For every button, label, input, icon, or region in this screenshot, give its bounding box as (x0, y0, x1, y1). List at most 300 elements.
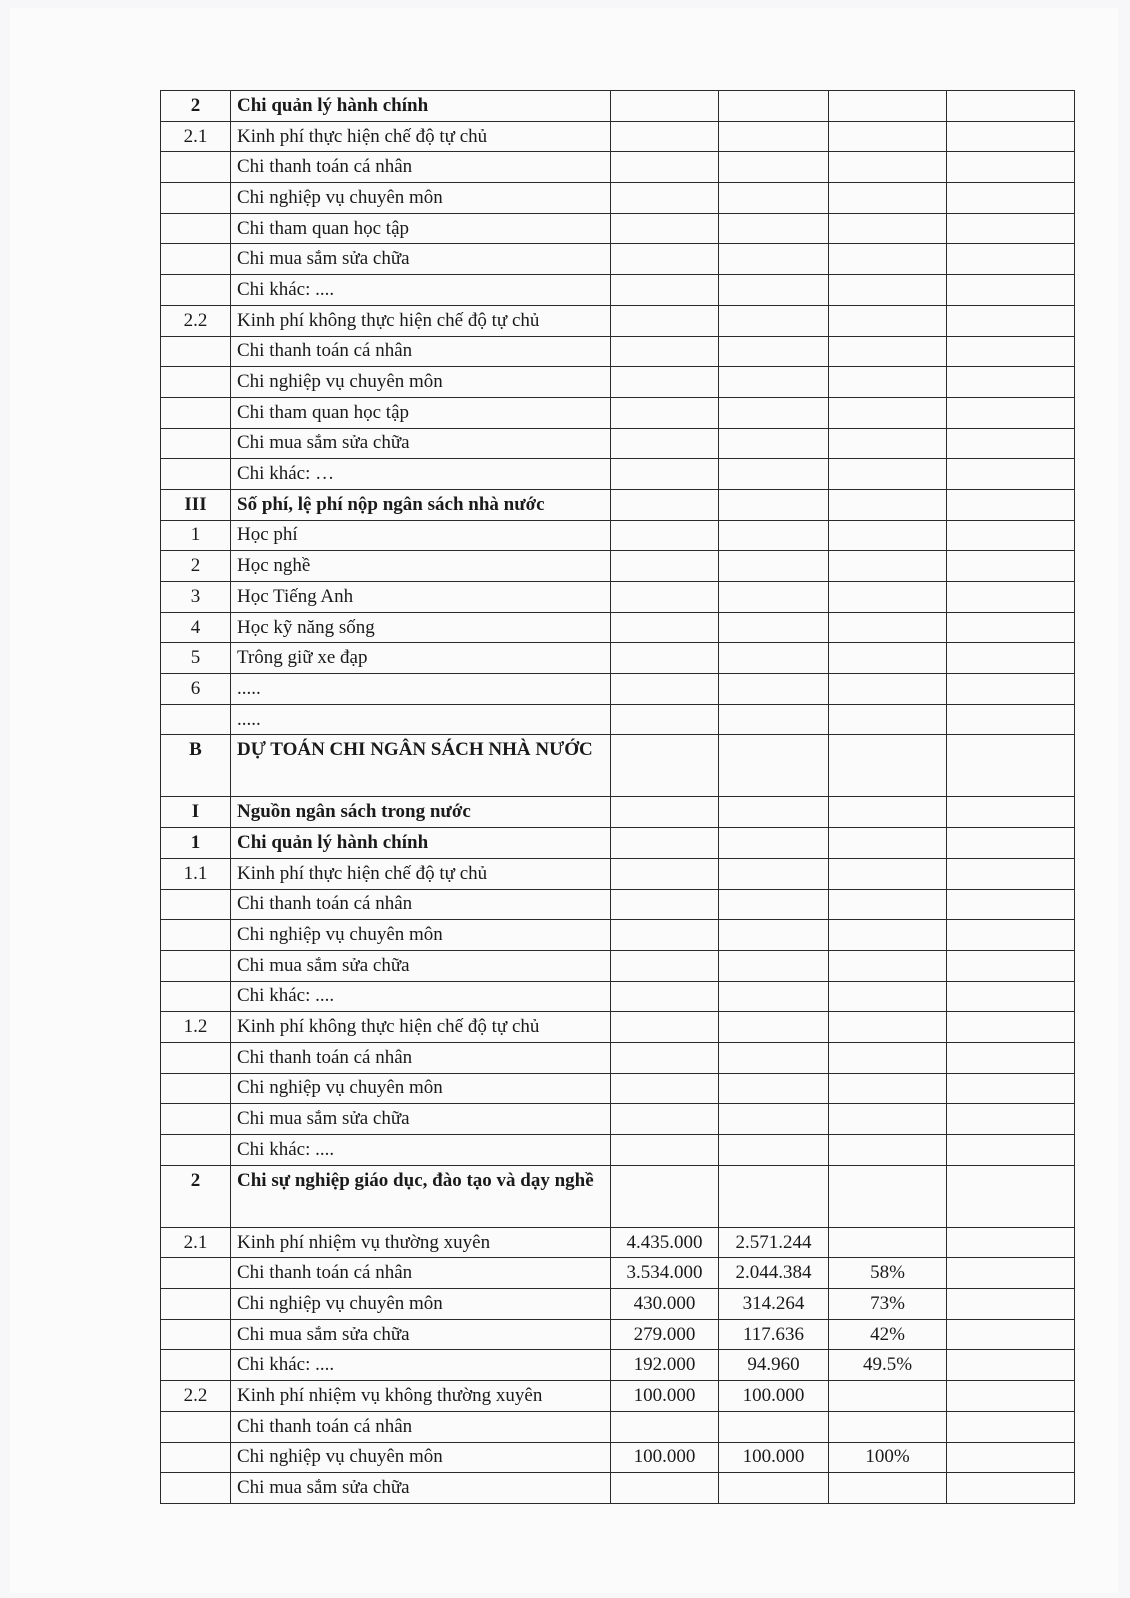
estimate-value (611, 612, 719, 643)
row-content: Chi nghiệp vụ chuyên môn (231, 920, 611, 951)
table-row (161, 889, 1075, 920)
row-content: Chi khác: .... (231, 275, 611, 306)
percent-value (829, 1073, 947, 1104)
note-cell (947, 1473, 1075, 1504)
note-cell (947, 1227, 1075, 1258)
row-content: Kinh phí thực hiện chế độ tự chủ (231, 858, 611, 889)
note-cell (947, 305, 1075, 336)
estimate-value: 100.000 (611, 1381, 719, 1412)
table-row (161, 1073, 1075, 1104)
table-row (161, 152, 1075, 183)
note-cell (947, 428, 1075, 459)
percent-value (829, 612, 947, 643)
estimate-value (611, 920, 719, 951)
percent-value (829, 950, 947, 981)
row-content: Học nghề (231, 551, 611, 582)
row-content: ..... (231, 674, 611, 705)
row-content: Chi thanh toán cá nhân (231, 889, 611, 920)
row-content: Chi mua sắm sửa chữa (231, 1104, 611, 1135)
estimate-value (611, 1104, 719, 1135)
percent-value: 42% (829, 1319, 947, 1350)
row-content: Kinh phí không thực hiện chế độ tự chủ (231, 1012, 611, 1043)
row-number: 3 (161, 582, 231, 613)
percent-value (829, 183, 947, 214)
estimate-value (611, 981, 719, 1012)
row-number: 1.2 (161, 1012, 231, 1043)
estimate-value (611, 674, 719, 705)
estimate-value (611, 889, 719, 920)
percent-value (829, 459, 947, 490)
row-number: 2 (161, 1165, 231, 1227)
percent-value (829, 397, 947, 428)
estimate-value (611, 797, 719, 828)
percent-value (829, 828, 947, 859)
actual-value (719, 582, 829, 613)
percent-value: 100% (829, 1442, 947, 1473)
percent-value (829, 275, 947, 306)
budget-table (160, 90, 1075, 1504)
percent-value (829, 520, 947, 551)
estimate-value (611, 459, 719, 490)
estimate-value: 430.000 (611, 1289, 719, 1320)
row-content: Kinh phí thực hiện chế độ tự chủ (231, 121, 611, 152)
row-number: 6 (161, 674, 231, 705)
row-content: Chi mua sắm sửa chữa (231, 950, 611, 981)
row-number: 1.1 (161, 858, 231, 889)
table-row (161, 1258, 1075, 1289)
note-cell (947, 643, 1075, 674)
percent-value (829, 1381, 947, 1412)
actual-value: 100.000 (719, 1381, 829, 1412)
percent-value (829, 1104, 947, 1135)
table-row (161, 643, 1075, 674)
note-cell (947, 397, 1075, 428)
actual-value (719, 889, 829, 920)
note-cell (947, 950, 1075, 981)
row-number: III (161, 489, 231, 520)
row-content: Chi thanh toán cá nhân (231, 1258, 611, 1289)
estimate-value (611, 704, 719, 735)
estimate-value (611, 1073, 719, 1104)
row-content: Chi quản lý hành chính (231, 91, 611, 122)
note-cell (947, 459, 1075, 490)
table-row (161, 735, 1075, 797)
table-row (161, 1473, 1075, 1504)
actual-value (719, 397, 829, 428)
estimate-value (611, 1473, 719, 1504)
table-row (161, 305, 1075, 336)
row-content: Chi nghiệp vụ chuyên môn (231, 367, 611, 398)
percent-value (829, 582, 947, 613)
estimate-value (611, 91, 719, 122)
estimate-value (611, 213, 719, 244)
note-cell (947, 1042, 1075, 1073)
row-number: 1 (161, 520, 231, 551)
note-cell (947, 1012, 1075, 1043)
table-row (161, 858, 1075, 889)
table-row (161, 520, 1075, 551)
actual-value (719, 275, 829, 306)
row-content: Kinh phí không thực hiện chế độ tự chủ (231, 305, 611, 336)
note-cell (947, 981, 1075, 1012)
row-number (161, 1073, 231, 1104)
percent-value (829, 920, 947, 951)
row-number (161, 336, 231, 367)
actual-value (719, 858, 829, 889)
row-content: Trông giữ xe đạp (231, 643, 611, 674)
row-content: Kinh phí nhiệm vụ không thường xuyên (231, 1381, 611, 1412)
row-number (161, 889, 231, 920)
row-content: Chi quản lý hành chính (231, 828, 611, 859)
estimate-value (611, 183, 719, 214)
actual-value (719, 1042, 829, 1073)
estimate-value (611, 121, 719, 152)
note-cell (947, 336, 1075, 367)
actual-value: 314.264 (719, 1289, 829, 1320)
estimate-value (611, 551, 719, 582)
actual-value (719, 735, 829, 797)
note-cell (947, 520, 1075, 551)
note-cell (947, 183, 1075, 214)
actual-value: 100.000 (719, 1442, 829, 1473)
percent-value: 73% (829, 1289, 947, 1320)
note-cell (947, 582, 1075, 613)
row-number (161, 981, 231, 1012)
note-cell (947, 91, 1075, 122)
table-row (161, 397, 1075, 428)
actual-value (719, 91, 829, 122)
table-row (161, 551, 1075, 582)
estimate-value (611, 1042, 719, 1073)
actual-value (719, 551, 829, 582)
table-row (161, 1442, 1075, 1473)
note-cell (947, 1258, 1075, 1289)
percent-value (829, 1165, 947, 1227)
table-row (161, 275, 1075, 306)
estimate-value (611, 1411, 719, 1442)
actual-value (719, 797, 829, 828)
row-number (161, 1411, 231, 1442)
estimate-value: 4.435.000 (611, 1227, 719, 1258)
table-row (161, 1319, 1075, 1350)
table-row (161, 244, 1075, 275)
note-cell (947, 858, 1075, 889)
row-content: Số phí, lệ phí nộp ngân sách nhà nước (231, 489, 611, 520)
estimate-value (611, 582, 719, 613)
note-cell (947, 1135, 1075, 1166)
actual-value (719, 981, 829, 1012)
actual-value (719, 1073, 829, 1104)
actual-value: 94.960 (719, 1350, 829, 1381)
row-content: Học kỹ năng sống (231, 612, 611, 643)
row-number (161, 152, 231, 183)
estimate-value (611, 152, 719, 183)
note-cell (947, 275, 1075, 306)
row-number: 2.2 (161, 1381, 231, 1412)
row-content: Chi thanh toán cá nhân (231, 336, 611, 367)
row-content: Chi khác: … (231, 459, 611, 490)
table-row (161, 704, 1075, 735)
table-row (161, 1012, 1075, 1043)
table-row (161, 91, 1075, 122)
note-cell (947, 1350, 1075, 1381)
row-content: Chi nghiệp vụ chuyên môn (231, 1442, 611, 1473)
estimate-value (611, 950, 719, 981)
row-content: Học Tiếng Anh (231, 582, 611, 613)
note-cell (947, 1381, 1075, 1412)
row-number (161, 459, 231, 490)
actual-value (719, 152, 829, 183)
table-row (161, 1350, 1075, 1381)
row-number (161, 183, 231, 214)
row-number (161, 275, 231, 306)
row-content: Chi tham quan học tập (231, 397, 611, 428)
percent-value (829, 889, 947, 920)
row-content: Chi mua sắm sửa chữa (231, 1319, 611, 1350)
percent-value (829, 981, 947, 1012)
actual-value (719, 1473, 829, 1504)
row-content: Học phí (231, 520, 611, 551)
percent-value (829, 704, 947, 735)
percent-value (829, 305, 947, 336)
actual-value (719, 704, 829, 735)
row-number (161, 1350, 231, 1381)
percent-value (829, 674, 947, 705)
table-row (161, 981, 1075, 1012)
actual-value (719, 1135, 829, 1166)
percent-value (829, 858, 947, 889)
actual-value (719, 920, 829, 951)
row-content: Chi khác: .... (231, 1350, 611, 1381)
estimate-value (611, 367, 719, 398)
table-row (161, 920, 1075, 951)
percent-value (829, 489, 947, 520)
table-row (161, 797, 1075, 828)
percent-value (829, 91, 947, 122)
row-content: Chi thanh toán cá nhân (231, 1411, 611, 1442)
percent-value (829, 336, 947, 367)
row-number (161, 950, 231, 981)
estimate-value (611, 735, 719, 797)
row-number (161, 397, 231, 428)
row-content: Chi nghiệp vụ chuyên môn (231, 183, 611, 214)
percent-value (829, 1135, 947, 1166)
table-row (161, 1165, 1075, 1227)
estimate-value (611, 520, 719, 551)
note-cell (947, 121, 1075, 152)
actual-value: 117.636 (719, 1319, 829, 1350)
note-cell (947, 1442, 1075, 1473)
percent-value (829, 1473, 947, 1504)
table-row (161, 489, 1075, 520)
note-cell (947, 704, 1075, 735)
row-content: Chi tham quan học tập (231, 213, 611, 244)
note-cell (947, 489, 1075, 520)
estimate-value (611, 428, 719, 459)
table-row (161, 1042, 1075, 1073)
row-number (161, 1289, 231, 1320)
row-content: Chi nghiệp vụ chuyên môn (231, 1289, 611, 1320)
row-number (161, 1442, 231, 1473)
row-content: Chi khác: .... (231, 1135, 611, 1166)
table-row (161, 1381, 1075, 1412)
row-content: Chi mua sắm sửa chữa (231, 1473, 611, 1504)
percent-value (829, 1012, 947, 1043)
note-cell (947, 551, 1075, 582)
estimate-value (611, 489, 719, 520)
row-number (161, 367, 231, 398)
actual-value (719, 520, 829, 551)
row-number: 2.1 (161, 121, 231, 152)
table-row (161, 1104, 1075, 1135)
actual-value (719, 1104, 829, 1135)
note-cell (947, 920, 1075, 951)
actual-value (719, 828, 829, 859)
percent-value (829, 1042, 947, 1073)
estimate-value: 100.000 (611, 1442, 719, 1473)
row-number (161, 1104, 231, 1135)
percent-value (829, 797, 947, 828)
actual-value: 2.571.244 (719, 1227, 829, 1258)
percent-value (829, 121, 947, 152)
note-cell (947, 367, 1075, 398)
row-number (161, 1135, 231, 1166)
table-row (161, 121, 1075, 152)
row-content: Kinh phí nhiệm vụ thường xuyên (231, 1227, 611, 1258)
estimate-value: 279.000 (611, 1319, 719, 1350)
actual-value (719, 428, 829, 459)
table-row (161, 1411, 1075, 1442)
percent-value (829, 213, 947, 244)
note-cell (947, 213, 1075, 244)
row-content: Chi nghiệp vụ chuyên môn (231, 1073, 611, 1104)
percent-value (829, 152, 947, 183)
row-content: Chi khác: .... (231, 981, 611, 1012)
estimate-value (611, 1135, 719, 1166)
actual-value (719, 643, 829, 674)
note-cell (947, 1319, 1075, 1350)
percent-value: 49.5% (829, 1350, 947, 1381)
percent-value (829, 551, 947, 582)
note-cell (947, 152, 1075, 183)
actual-value (719, 1411, 829, 1442)
percent-value (829, 244, 947, 275)
row-number: B (161, 735, 231, 797)
row-content: Chi thanh toán cá nhân (231, 152, 611, 183)
table-row (161, 828, 1075, 859)
note-cell (947, 1104, 1075, 1135)
row-content: Chi mua sắm sửa chữa (231, 244, 611, 275)
percent-value: 58% (829, 1258, 947, 1289)
actual-value (719, 459, 829, 490)
table-row (161, 367, 1075, 398)
table-row (161, 950, 1075, 981)
table-row (161, 213, 1075, 244)
table-row (161, 1135, 1075, 1166)
row-content: Chi sự nghiệp giáo dục, đào tạo và dạy nghề (231, 1165, 611, 1227)
note-cell (947, 244, 1075, 275)
row-content: Nguồn ngân sách trong nước (231, 797, 611, 828)
row-number (161, 1473, 231, 1504)
actual-value (719, 489, 829, 520)
note-cell (947, 1165, 1075, 1227)
actual-value (719, 121, 829, 152)
percent-value (829, 428, 947, 459)
estimate-value (611, 336, 719, 367)
actual-value: 2.044.384 (719, 1258, 829, 1289)
actual-value (719, 950, 829, 981)
row-number: 1 (161, 828, 231, 859)
actual-value (719, 674, 829, 705)
estimate-value (611, 1012, 719, 1043)
row-number: 5 (161, 643, 231, 674)
row-number: 2 (161, 551, 231, 582)
note-cell (947, 828, 1075, 859)
percent-value (829, 1411, 947, 1442)
estimate-value (611, 828, 719, 859)
actual-value (719, 612, 829, 643)
row-number: I (161, 797, 231, 828)
estimate-value (611, 305, 719, 336)
row-number: 2.2 (161, 305, 231, 336)
note-cell (947, 612, 1075, 643)
row-content: Chi mua sắm sửa chữa (231, 428, 611, 459)
actual-value (719, 305, 829, 336)
row-number: 2 (161, 91, 231, 122)
estimate-value (611, 275, 719, 306)
row-content: DỰ TOÁN CHI NGÂN SÁCH NHÀ NƯỚC (231, 735, 611, 797)
actual-value (719, 367, 829, 398)
row-number (161, 920, 231, 951)
table-row (161, 582, 1075, 613)
actual-value (719, 213, 829, 244)
estimate-value (611, 858, 719, 889)
table-row (161, 1289, 1075, 1320)
note-cell (947, 735, 1075, 797)
percent-value (829, 367, 947, 398)
row-number: 4 (161, 612, 231, 643)
table-row (161, 183, 1075, 214)
estimate-value (611, 1165, 719, 1227)
note-cell (947, 889, 1075, 920)
actual-value (719, 244, 829, 275)
row-number (161, 244, 231, 275)
row-number (161, 213, 231, 244)
row-number (161, 704, 231, 735)
row-number (161, 428, 231, 459)
actual-value (719, 1165, 829, 1227)
note-cell (947, 674, 1075, 705)
note-cell (947, 1289, 1075, 1320)
row-content: Chi thanh toán cá nhân (231, 1042, 611, 1073)
note-cell (947, 797, 1075, 828)
estimate-value (611, 643, 719, 674)
note-cell (947, 1073, 1075, 1104)
percent-value (829, 643, 947, 674)
table-row (161, 428, 1075, 459)
actual-value (719, 183, 829, 214)
row-number (161, 1319, 231, 1350)
row-number (161, 1042, 231, 1073)
table-row (161, 336, 1075, 367)
table-row (161, 1227, 1075, 1258)
table-row (161, 612, 1075, 643)
actual-value (719, 1012, 829, 1043)
estimate-value (611, 244, 719, 275)
estimate-value: 192.000 (611, 1350, 719, 1381)
table-row (161, 459, 1075, 490)
row-number (161, 1258, 231, 1289)
